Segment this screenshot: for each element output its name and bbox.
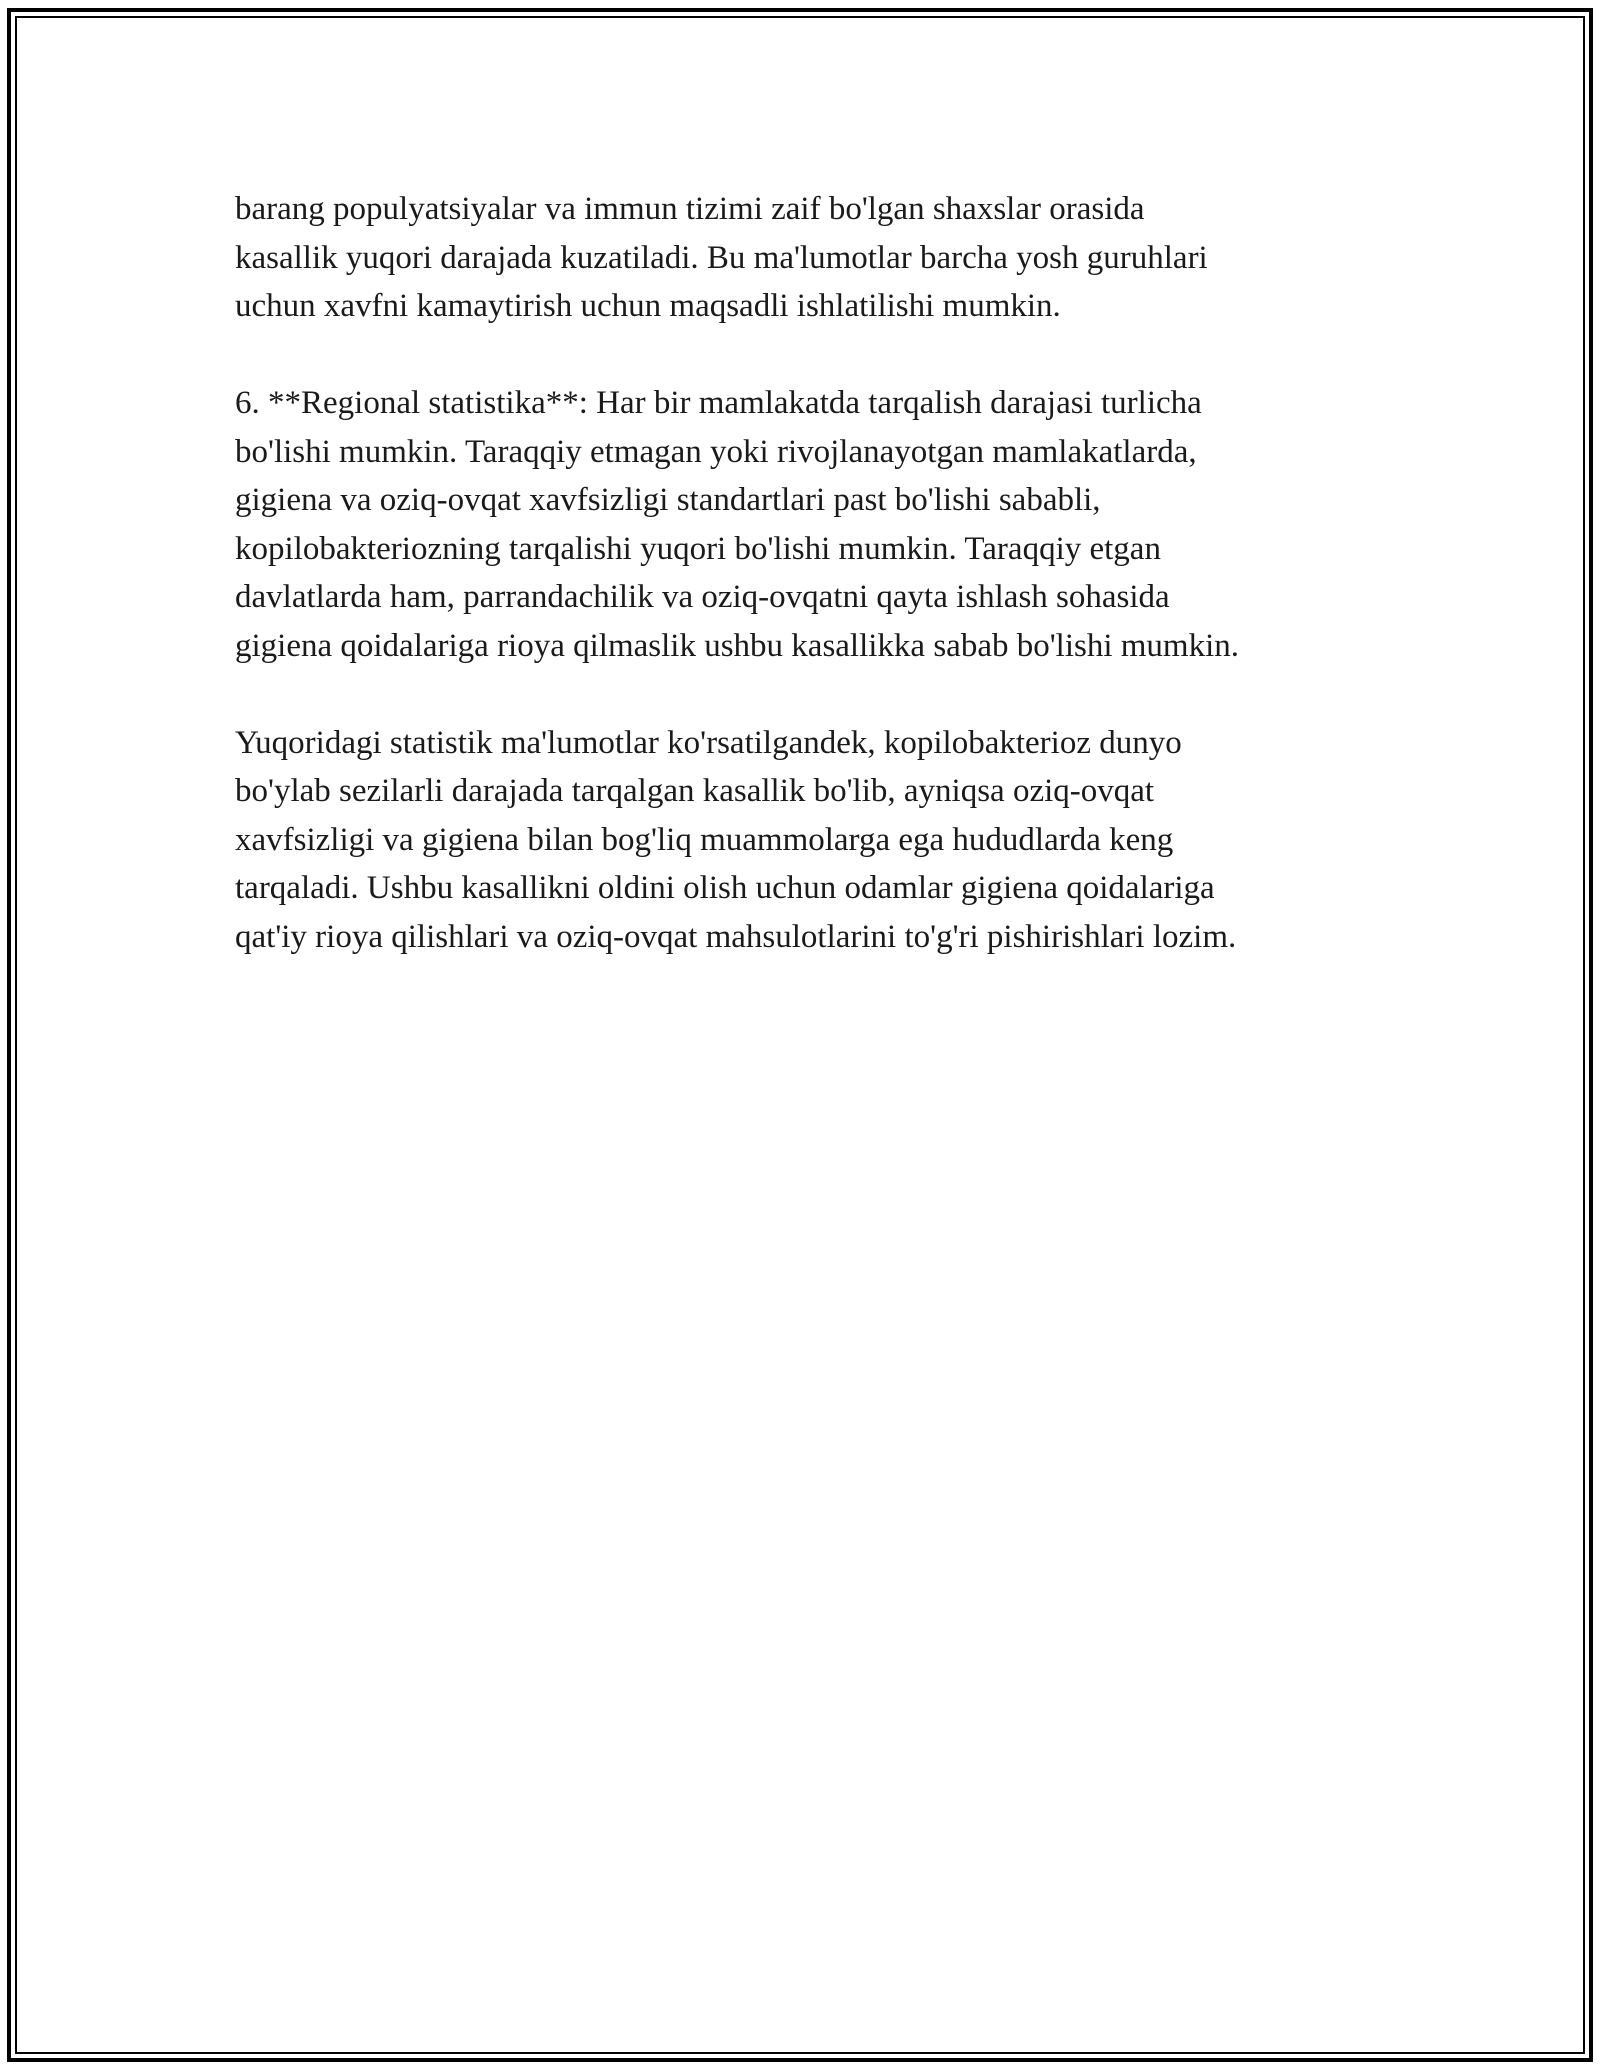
text-line: bo'lishi mumkin. Taraqqiy etmagan yoki rivojlanayotgan mamlakatlarda,	[235, 433, 1197, 470]
text-line: xavfsizligi va gigiena bilan bog'liq muammolarga ega hududlarda keng	[235, 821, 1174, 858]
paragraph-continuation	[235, 185, 1375, 331]
text-line: kasallik yuqori darajada kuzatiladi. Bu ma'lumotlar barcha yosh guruhlari	[235, 239, 1208, 276]
document-body	[235, 185, 1375, 1010]
text-line: tarqaladi. Ushbu kasallikni oldini olish uchun odamlar gigiena qoidalariga	[235, 870, 1215, 906]
paragraph-conclusion	[235, 719, 1375, 962]
text-line: gigiena va oziq-ovqat xavfsizligi standartlari past bo'lishi sababli,	[235, 482, 1101, 518]
text-line: kopilobakteriozning tarqalishi yuqori bo'lishi mumkin. Taraqqiy etgan	[235, 530, 1161, 567]
text-line: qat'iy rioya qilishlari va oziq-ovqat mahsulotlarini to'g'ri pishirishlari lozim.	[235, 918, 1237, 955]
text-line: bo'ylab sezilarli darajada tarqalgan kasallik bo'lib, ayniqsa oziq-ovqat	[235, 773, 1155, 809]
text-line: uchun xavfni kamaytirish uchun maqsadli ishlatilishi mumkin.	[235, 288, 1061, 324]
text-line: barang populyatsiyalar va immun tizimi zaif bo'lgan shaxslar orasida	[235, 191, 1145, 227]
paragraph-regional-statistics	[235, 379, 1375, 670]
text-line: davlatlarda ham, parrandachilik va oziq-ovqatni qayta ishlash sohasida	[235, 579, 1170, 615]
text-line: 6. **Regional statistika**: Har bir mamlakatda tarqalish darajasi turlicha	[235, 385, 1202, 421]
text-line: Yuqoridagi statistik ma'lumotlar ko'rsatilgandek, kopilobakterioz dunyo	[235, 724, 1182, 761]
text-line: gigiena qoidalariga rioya qilmaslik ushbu kasallikka sabab bo'lishi mumkin.	[235, 627, 1240, 664]
